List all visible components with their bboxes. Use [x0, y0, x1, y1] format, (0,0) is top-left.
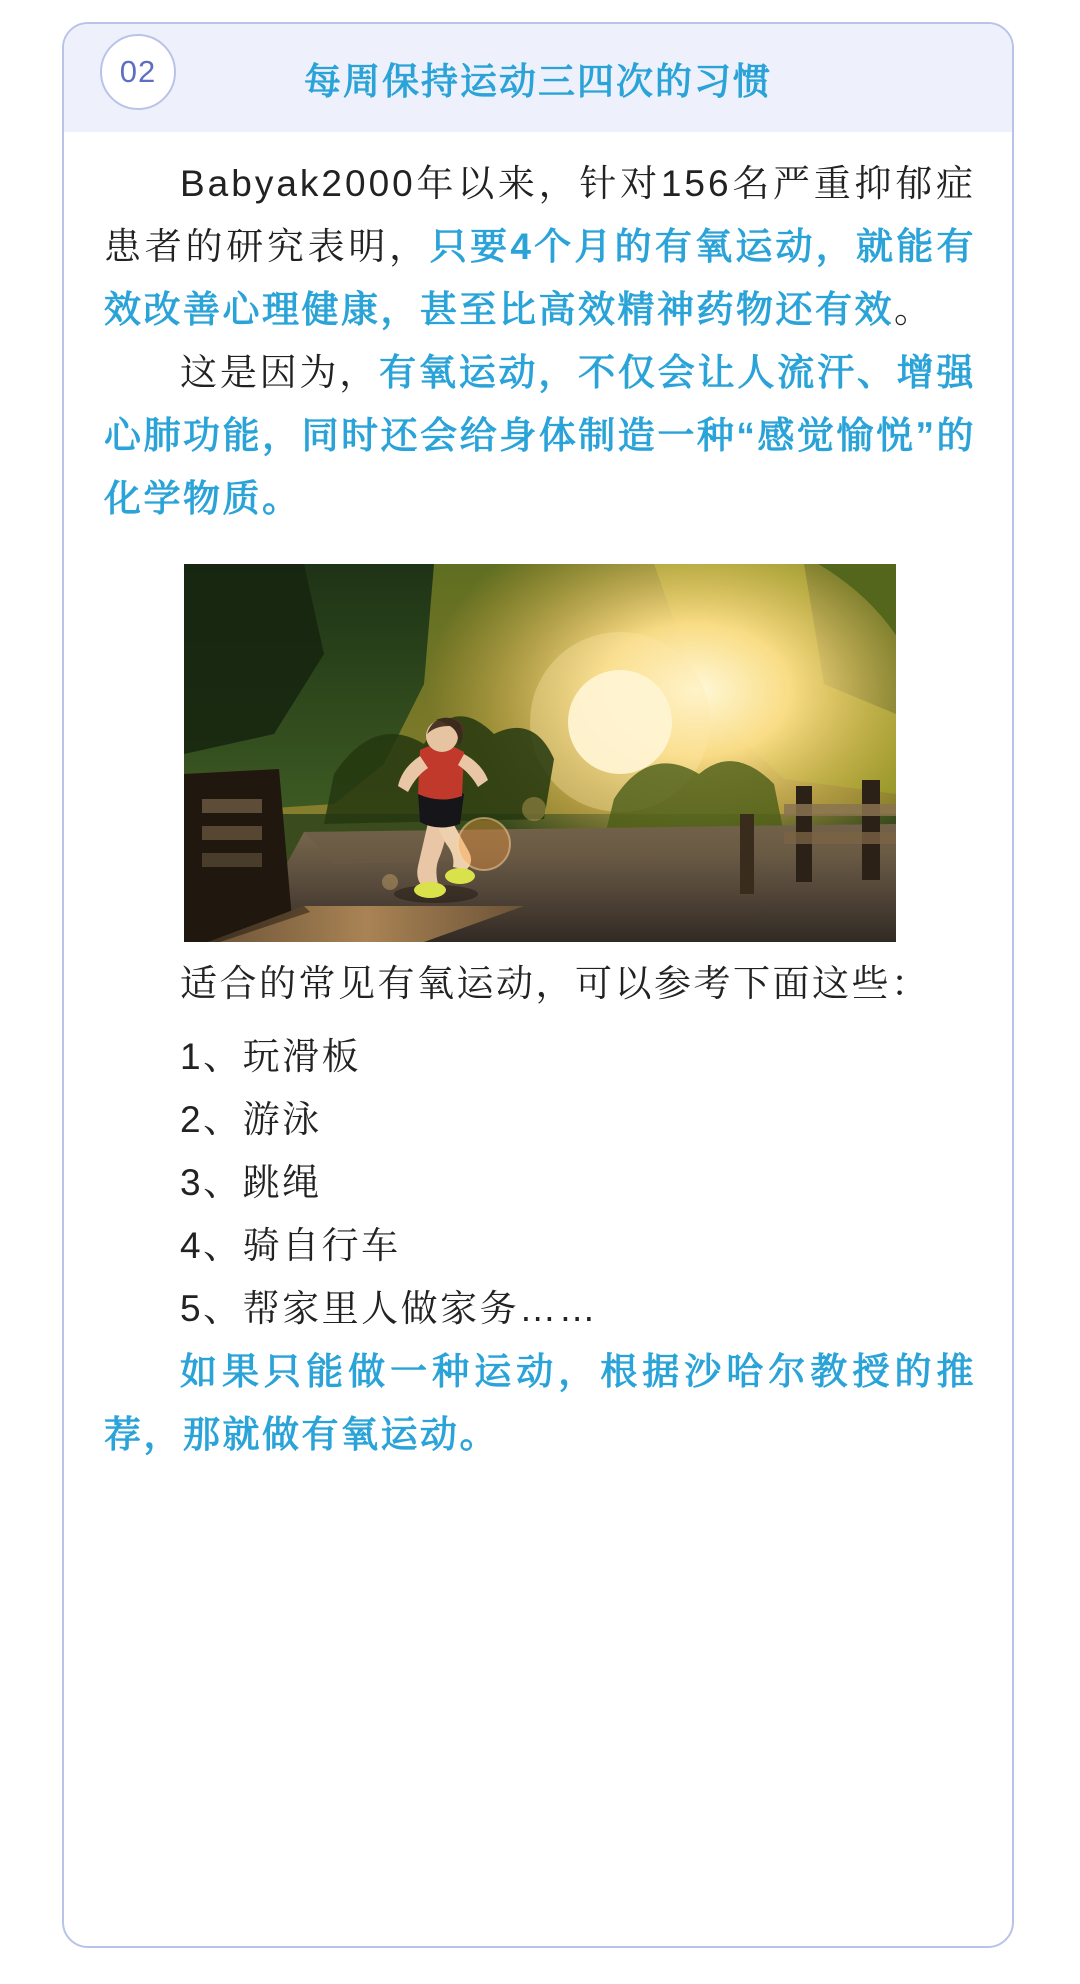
section-number-badge [100, 34, 176, 110]
list-item: 3、跳绳 [180, 1162, 322, 1203]
paragraph-3: 适合的常见有氧运动，可以参考下面这些： [180, 963, 931, 1004]
paragraph-1-segment-end: 。 [894, 289, 934, 330]
section-number-label: 02 [119, 54, 157, 89]
title-band [64, 24, 1012, 132]
figure [104, 564, 976, 942]
article-body [104, 152, 976, 1466]
paragraph-1-segment-highlight: 只要4个月的有氧运动，就能有效改善心理健康，甚至比高效精神药物还有效 [104, 226, 976, 330]
paragraph-2-segment-highlight: 有氧运动，不仅会让人流汗、增强心肺功能，同时还会给身体制造一种“感觉愉悦”的化学物质。 [104, 352, 977, 519]
closing-paragraph: 如果只能做一种运动，根据沙哈尔教授的推荐，那就做有氧运动。 [104, 1351, 976, 1455]
exercise-list [104, 1025, 976, 1340]
paragraph-2 [104, 341, 976, 530]
list-item: 5、帮家里人做家务…… [180, 1288, 599, 1329]
list-item: 2、游泳 [180, 1099, 322, 1140]
paragraph-1-segment-plain: Babyak2000年以来，针对156名严重抑郁症患者的研究表明， [104, 163, 976, 267]
runner-on-forest-trail-at-sunrise-icon [184, 564, 896, 942]
list-item: 1、玩滑板 [180, 1036, 362, 1077]
paragraph-2-segment-plain: 这是因为， [180, 352, 380, 393]
paragraph-1 [104, 152, 976, 341]
runner-photo [184, 564, 896, 942]
list-item: 4、骑自行车 [180, 1225, 401, 1266]
content-card [62, 22, 1014, 1948]
page-title: 每周保持运动三四次的习惯 [304, 61, 772, 102]
